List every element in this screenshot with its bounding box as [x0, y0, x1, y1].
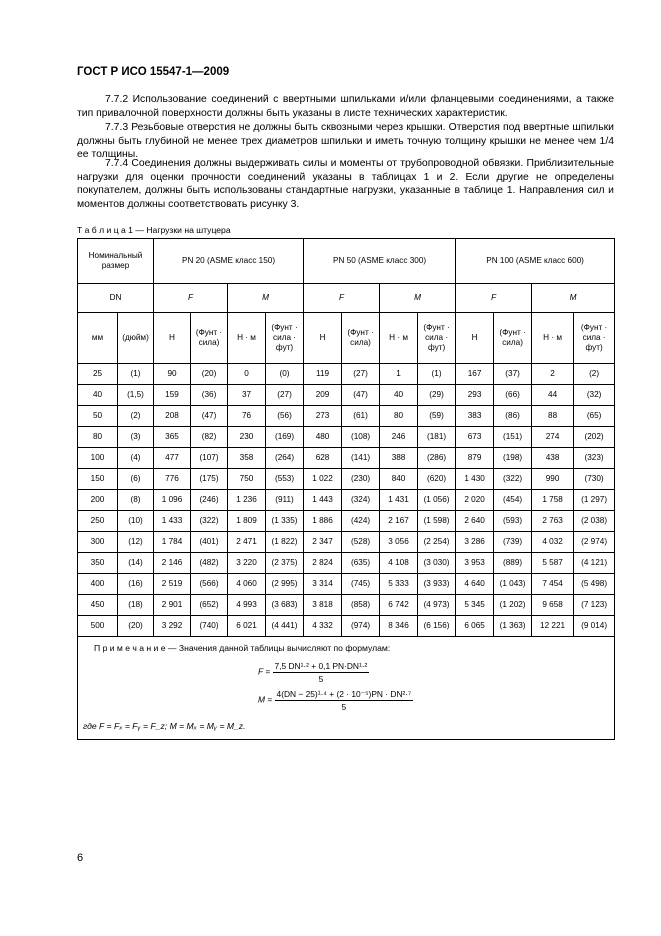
table-cell: 40 [78, 385, 118, 406]
table-cell: 80 [380, 406, 418, 427]
table-cell: (0) [266, 364, 304, 385]
paragraph-text: 7.7.4 Соединения должны выдерживать силы и моменты от трубопроводной обвязки. Приблизительные нагрузки для оценки прочности соединений указаны в таблицах 1 и 2. Если другие не определены покупателем, должны быть использованы стандартные нагрузки, указанные в таблице 1. Направления сил и моментов должны соответствовать рисунку 3. [77, 158, 614, 210]
table-cell: 300 [78, 532, 118, 553]
table-cell: 5 333 [380, 574, 418, 595]
table-cell: 2 146 [154, 553, 191, 574]
table-cell: (1 598) [418, 511, 456, 532]
table-cell: (18) [118, 595, 154, 616]
header-nominal-size: Номинальный размер [78, 239, 154, 284]
table-cell: 3 286 [456, 532, 494, 553]
header-force: F [456, 284, 532, 313]
table-cell: 1 430 [456, 469, 494, 490]
table-cell: 37 [228, 385, 266, 406]
table-cell: 2 763 [532, 511, 574, 532]
table-cell: (5 498) [574, 574, 615, 595]
table-cell: (1) [418, 364, 456, 385]
table-cell: 1 096 [154, 490, 191, 511]
table-cell: (730) [574, 469, 615, 490]
table-row [78, 364, 615, 385]
table-cell: 383 [456, 406, 494, 427]
header-newton: Н [456, 313, 494, 364]
table-cell: (82) [191, 427, 228, 448]
header-lbf: (Фунт · сила) [191, 313, 228, 364]
table-cell: (424) [342, 511, 380, 532]
paragraph-text: 7.7.2 Использование соединений с ввертными шпильками и/или фланцевыми соединениями, а также тип привалочной поверхности должны быть указаны в листе технических характеристик. [77, 94, 614, 119]
table-cell: (175) [191, 469, 228, 490]
header-moment: M [380, 284, 456, 313]
table-cell: 1 809 [228, 511, 266, 532]
table-cell: (65) [574, 406, 615, 427]
header-newton: Н [304, 313, 342, 364]
table-cell: (4 441) [266, 616, 304, 637]
table-cell: 990 [532, 469, 574, 490]
table-cell: (37) [494, 364, 532, 385]
table-cell: 25 [78, 364, 118, 385]
table-cell: (974) [342, 616, 380, 637]
table-note [78, 637, 615, 740]
where-line: где F = Fₓ = Fᵧ = F_z; M = Mₓ = Mᵧ = M_z. [83, 721, 246, 731]
table-cell: 2 [532, 364, 574, 385]
table-cell: (566) [191, 574, 228, 595]
paragraph-7-7-2 [77, 93, 614, 120]
table-row [78, 616, 615, 637]
table-cell: (14) [118, 553, 154, 574]
table-row [78, 448, 615, 469]
table-cell: 500 [78, 616, 118, 637]
table-cell: (4 121) [574, 553, 615, 574]
table-cell: (322) [191, 511, 228, 532]
table-cell: 2 020 [456, 490, 494, 511]
table-cell: 6 742 [380, 595, 418, 616]
table-cell: (56) [266, 406, 304, 427]
table-cell: (2 038) [574, 511, 615, 532]
table-cell: (1 043) [494, 574, 532, 595]
table-cell: 750 [228, 469, 266, 490]
table-cell: (108) [342, 427, 380, 448]
table-cell: (47) [191, 406, 228, 427]
table-row [78, 511, 615, 532]
table-cell: (286) [418, 448, 456, 469]
table-cell: (740) [191, 616, 228, 637]
table-cell: (12) [118, 532, 154, 553]
table-cell: 0 [228, 364, 266, 385]
table-cell: 3 056 [380, 532, 418, 553]
table-cell: (198) [494, 448, 532, 469]
table-cell: 2 519 [154, 574, 191, 595]
table-cell: (3 030) [418, 553, 456, 574]
table-cell: 4 108 [380, 553, 418, 574]
table-cell: 246 [380, 427, 418, 448]
table-cell: (181) [418, 427, 456, 448]
table-cell: (202) [574, 427, 615, 448]
table-cell: (36) [191, 385, 228, 406]
table-cell: (141) [342, 448, 380, 469]
table-cell: 4 332 [304, 616, 342, 637]
table-cell: (1 335) [266, 511, 304, 532]
table-cell: 4 640 [456, 574, 494, 595]
table-cell: 350 [78, 553, 118, 574]
table-cell: 776 [154, 469, 191, 490]
header-lbf-ft: (Фунт · сила · фут) [418, 313, 456, 364]
table-cell: 1 [380, 364, 418, 385]
header-pn20: PN 20 (ASME класс 150) [154, 239, 304, 284]
table-cell: (889) [494, 553, 532, 574]
table-cell: 6 021 [228, 616, 266, 637]
table-row [78, 406, 615, 427]
header-pn50: PN 50 (ASME класс 300) [304, 239, 456, 284]
page-number: 6 [77, 852, 84, 864]
header-lbf: (Фунт · сила) [494, 313, 532, 364]
table-cell: 480 [304, 427, 342, 448]
loads-table [77, 238, 615, 740]
table-cell: (151) [494, 427, 532, 448]
header-dn: DN [78, 284, 154, 313]
table-cell: 1 443 [304, 490, 342, 511]
table-cell: 628 [304, 448, 342, 469]
table-cell: 1 236 [228, 490, 266, 511]
table-cell: (4 973) [418, 595, 456, 616]
table-cell: 44 [532, 385, 574, 406]
table-cell: (10) [118, 511, 154, 532]
table-cell: 3 953 [456, 553, 494, 574]
table-cell: 209 [304, 385, 342, 406]
table-cell: (1 297) [574, 490, 615, 511]
table-cell: (4) [118, 448, 154, 469]
header-force: F [304, 284, 380, 313]
table-cell: 4 032 [532, 532, 574, 553]
table-cell: 250 [78, 511, 118, 532]
table-cell: (739) [494, 532, 532, 553]
header-lbf-ft: (Фунт · сила · фут) [266, 313, 304, 364]
table-cell: 879 [456, 448, 494, 469]
table-cell: 119 [304, 364, 342, 385]
table-cell: (3 933) [418, 574, 456, 595]
moment-formula: M = $\frac{\text{4(DN − 25)¹·⁴ + (2 · 10⁻⁵)PN · DN²·⁷}}{5}$ [258, 689, 412, 712]
table-cell: 2 471 [228, 532, 266, 553]
table-cell: 3 220 [228, 553, 266, 574]
table-cell: (593) [494, 511, 532, 532]
table-row [78, 427, 615, 448]
header-newton: Н [154, 313, 191, 364]
table-cell: 8 346 [380, 616, 418, 637]
table-cell: (16) [118, 574, 154, 595]
table-cell: (2 995) [266, 574, 304, 595]
table-cell: (9 014) [574, 616, 615, 637]
header-newton-meter: Н · м [380, 313, 418, 364]
table-cell: 2 901 [154, 595, 191, 616]
table-cell: (47) [342, 385, 380, 406]
table-cell: 1 758 [532, 490, 574, 511]
header-newton-meter: Н · м [228, 313, 266, 364]
table-cell: (620) [418, 469, 456, 490]
table-cell: 2 640 [456, 511, 494, 532]
table-cell: 9 658 [532, 595, 574, 616]
table-cell: 477 [154, 448, 191, 469]
table-cell: (20) [118, 616, 154, 637]
table-cell: (29) [418, 385, 456, 406]
table-cell: (1 202) [494, 595, 532, 616]
table-cell: (20) [191, 364, 228, 385]
table-cell: 1 886 [304, 511, 342, 532]
table-cell: 230 [228, 427, 266, 448]
table-cell: (246) [191, 490, 228, 511]
table-cell: (264) [266, 448, 304, 469]
table-cell: (32) [574, 385, 615, 406]
table-cell: (745) [342, 574, 380, 595]
paragraph-7-7-4 [77, 157, 614, 211]
table-cell: (3 683) [266, 595, 304, 616]
table-cell: 150 [78, 469, 118, 490]
table-cell: (635) [342, 553, 380, 574]
force-formula: F = $\frac{\text{7,5 DN¹·² + 0,1 PN·DN¹·²}}{5}$ [258, 661, 368, 684]
table-cell: (553) [266, 469, 304, 490]
table-cell: (2) [574, 364, 615, 385]
table-row [78, 532, 615, 553]
table-cell: 293 [456, 385, 494, 406]
table-cell: (1 822) [266, 532, 304, 553]
table-cell: (1,5) [118, 385, 154, 406]
table-cell: (107) [191, 448, 228, 469]
table-cell: (6) [118, 469, 154, 490]
header-force: F [154, 284, 228, 313]
table-cell: (324) [342, 490, 380, 511]
table-caption: Т а б л и ц а 1 — Нагрузки на штуцера [77, 225, 231, 235]
table-cell: 3 292 [154, 616, 191, 637]
paragraph-7-7-3 [77, 121, 614, 162]
table-cell: 388 [380, 448, 418, 469]
table-cell: (27) [266, 385, 304, 406]
table-cell: (401) [191, 532, 228, 553]
table-cell: (2 974) [574, 532, 615, 553]
table-cell: 274 [532, 427, 574, 448]
table-cell: 3 314 [304, 574, 342, 595]
table-cell: (27) [342, 364, 380, 385]
table-cell: 1 431 [380, 490, 418, 511]
table-cell: (3) [118, 427, 154, 448]
header-lbf: (Фунт · сила) [342, 313, 380, 364]
table-cell: 5 345 [456, 595, 494, 616]
table-cell: 76 [228, 406, 266, 427]
table-cell: (2 375) [266, 553, 304, 574]
table-cell: 159 [154, 385, 191, 406]
table-cell: 1 784 [154, 532, 191, 553]
note-text: П р и м е ч а н и е — Значения данной таблицы вычисляют по формулам: [94, 643, 391, 653]
table-cell: 840 [380, 469, 418, 490]
table-cell: 400 [78, 574, 118, 595]
table-cell: 1 022 [304, 469, 342, 490]
table-cell: (911) [266, 490, 304, 511]
paragraph-text: 7.7.3 Резьбовые отверстия не должны быть сквозными через крышки. Отверстия под ввертные шпильки должны быть глубиной не менее трех диаметров шпильки и иметь точную толщину крышки не менее чем 1/4 ее толщины. [77, 122, 614, 161]
table-cell: 1 433 [154, 511, 191, 532]
header-moment: M [532, 284, 615, 313]
table-cell: (322) [494, 469, 532, 490]
table-cell: 88 [532, 406, 574, 427]
table-cell: 200 [78, 490, 118, 511]
table-cell: 273 [304, 406, 342, 427]
table-cell: (169) [266, 427, 304, 448]
header-mm: мм [78, 313, 118, 364]
table-cell: 6 065 [456, 616, 494, 637]
table-cell: 4 060 [228, 574, 266, 595]
table-cell: (59) [418, 406, 456, 427]
table-cell: 7 454 [532, 574, 574, 595]
table-cell: 438 [532, 448, 574, 469]
table-cell: 2 824 [304, 553, 342, 574]
table-cell: (86) [494, 406, 532, 427]
table-cell: (66) [494, 385, 532, 406]
header-moment: M [228, 284, 304, 313]
table-row [78, 595, 615, 616]
table-cell: 358 [228, 448, 266, 469]
table-cell: 2 347 [304, 532, 342, 553]
table-cell: (7 123) [574, 595, 615, 616]
table-cell: 673 [456, 427, 494, 448]
table-cell: 100 [78, 448, 118, 469]
table-cell: (6 156) [418, 616, 456, 637]
table-cell: 40 [380, 385, 418, 406]
table-cell: (858) [342, 595, 380, 616]
table-cell: (652) [191, 595, 228, 616]
table-cell: 208 [154, 406, 191, 427]
table-cell: 5 587 [532, 553, 574, 574]
table-cell: 4 993 [228, 595, 266, 616]
table-row [78, 490, 615, 511]
header-inch: (дюйм) [118, 313, 154, 364]
document-header: ГОСТ Р ИСО 15547-1—2009 [77, 66, 230, 78]
table-cell: 12 221 [532, 616, 574, 637]
table-row [78, 469, 615, 490]
table-row [78, 553, 615, 574]
table-cell: (8) [118, 490, 154, 511]
table-cell: (528) [342, 532, 380, 553]
table-cell: (454) [494, 490, 532, 511]
table-cell: (61) [342, 406, 380, 427]
table-cell: 80 [78, 427, 118, 448]
table-cell: (2 254) [418, 532, 456, 553]
table-cell: 2 167 [380, 511, 418, 532]
header-newton-meter: Н · м [532, 313, 574, 364]
table-row [78, 385, 615, 406]
table-row [78, 574, 615, 595]
table-cell: (323) [574, 448, 615, 469]
table-cell: (1) [118, 364, 154, 385]
header-pn100: PN 100 (ASME класс 600) [456, 239, 615, 284]
table-cell: (1 056) [418, 490, 456, 511]
table-cell: (1 363) [494, 616, 532, 637]
table-cell: 90 [154, 364, 191, 385]
table-cell: 167 [456, 364, 494, 385]
table-cell: 50 [78, 406, 118, 427]
table-cell: (230) [342, 469, 380, 490]
table-cell: 365 [154, 427, 191, 448]
table-cell: (2) [118, 406, 154, 427]
table-cell: 3 818 [304, 595, 342, 616]
table-cell: 450 [78, 595, 118, 616]
header-lbf-ft: (Фунт · сила · фут) [574, 313, 615, 364]
table-cell: (482) [191, 553, 228, 574]
